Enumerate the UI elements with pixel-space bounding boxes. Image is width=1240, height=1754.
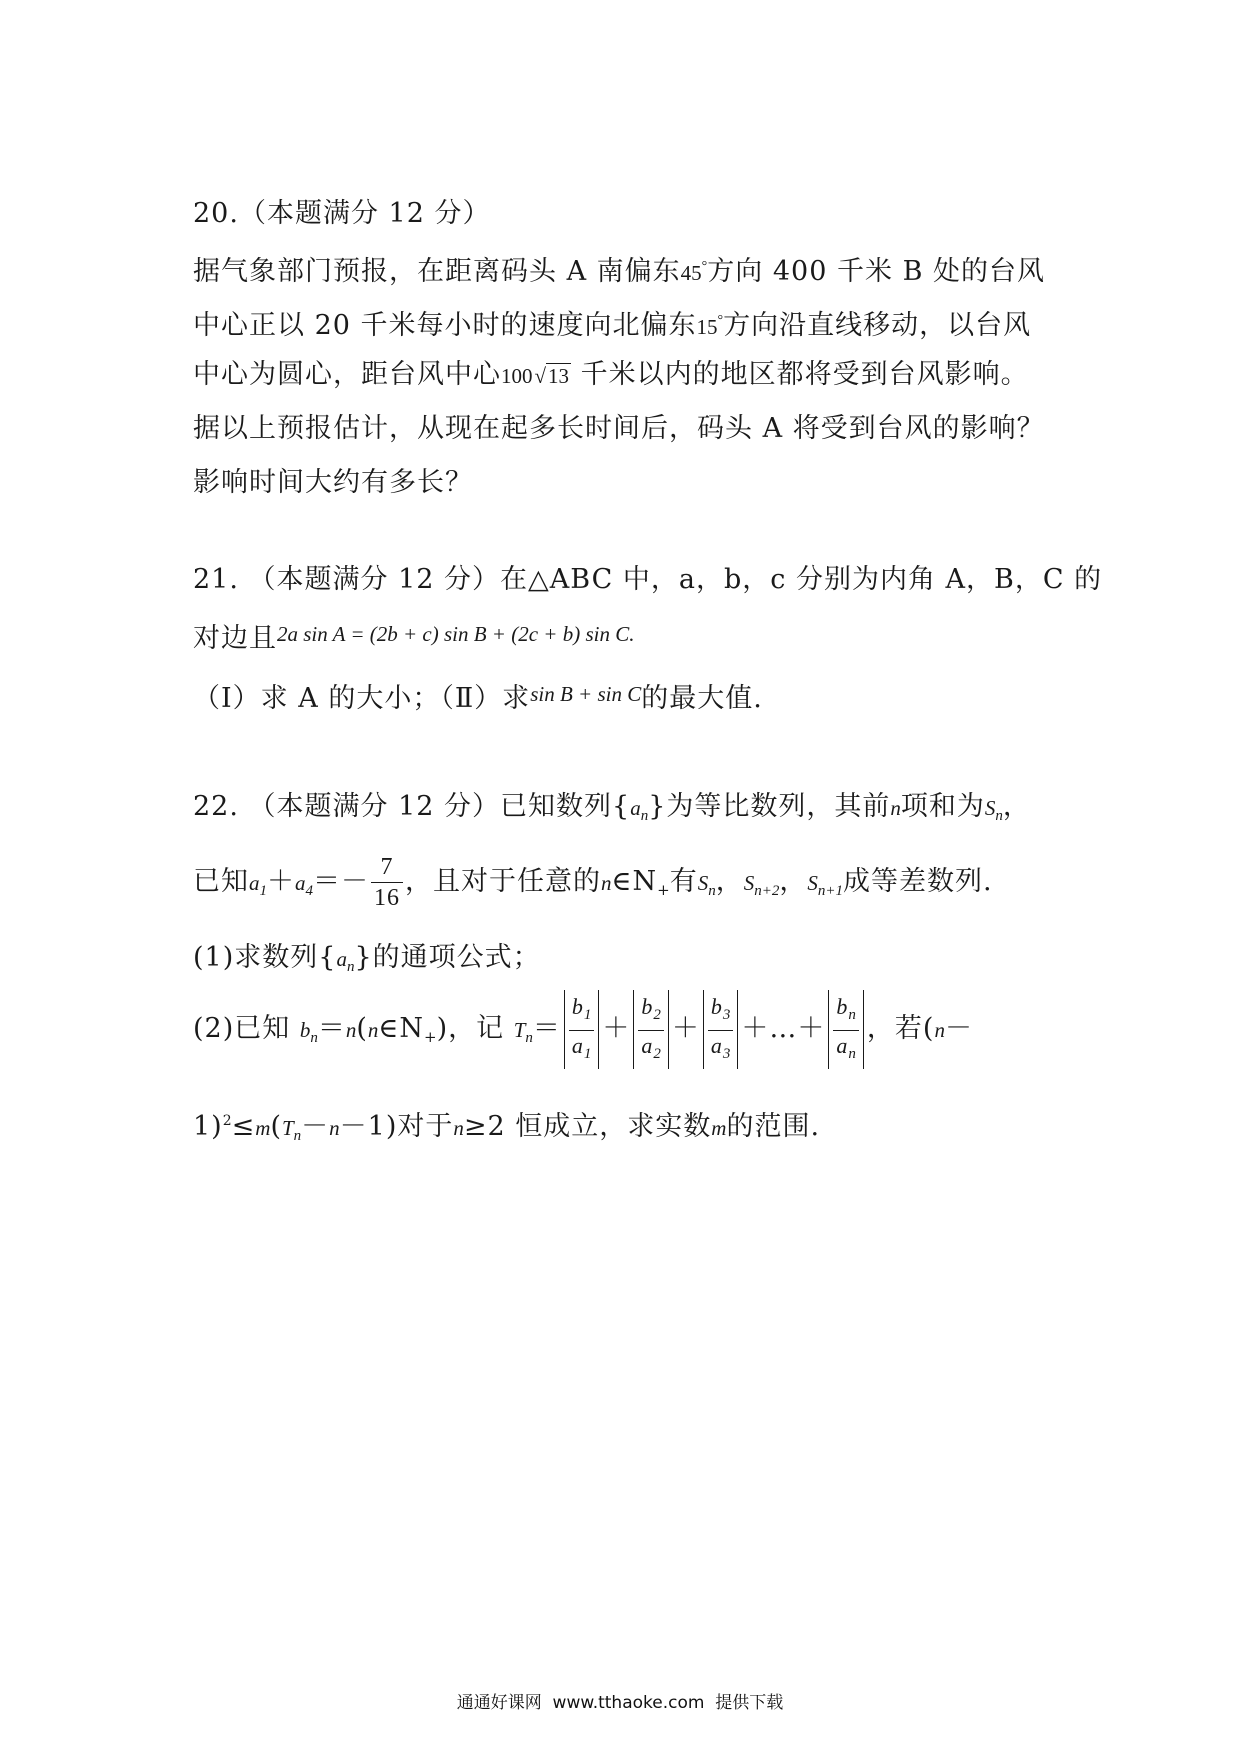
var-n: n (934, 1018, 945, 1043)
q22-text: 项和为 (900, 791, 985, 822)
var-n: n (345, 1018, 357, 1043)
q22-line-3 (193, 940, 541, 985)
sum-S-n-plus-1: $S_{n+1}$ (807, 871, 843, 899)
var-n: n (329, 1116, 340, 1140)
paren: ( (270, 1111, 282, 1142)
q21-text: 对边且 (193, 623, 277, 654)
q22-line-4 (193, 990, 973, 1076)
plus-sign: ＋ (267, 866, 295, 897)
q22-line-1 (193, 789, 1031, 834)
q22-text: }为等比数列，其前 (648, 791, 891, 822)
q20-text: 千米以内的地区都将受到台风影响。 (571, 359, 1029, 390)
var-n: n (890, 796, 901, 820)
q20-line-5 (193, 465, 473, 501)
var-n: n (367, 1018, 379, 1043)
q20-text: 方向 400 千米 B 处的台风 (707, 256, 1045, 287)
q22-text: 1) (193, 1111, 223, 1142)
q21-line-2 (193, 616, 634, 657)
separator: ， (715, 866, 744, 897)
q20-text: 中心为圆心，距台风中心 (193, 359, 501, 390)
q22-line-2 (193, 850, 993, 923)
q22-text: ，且对于任意的 (405, 866, 601, 897)
sum-S-n: $S_n$ (697, 871, 716, 899)
page-footer (0, 1688, 1240, 1713)
q21-text: 21. （本题满分 12 分）在△ABC 中，a，b，c 分别为内角 A，B，C 的 (193, 564, 1103, 595)
q20-text: 据气象部门预报，在距离码头 A 南偏东 (193, 256, 681, 287)
q20-text: 中心正以 20 千米每小时的速度向北偏东 (193, 310, 697, 341)
radius-expression: 100√13 (501, 364, 571, 388)
q22-text: ， (1002, 791, 1031, 822)
q20-line-2 (193, 303, 1031, 345)
q20-text: 据以上预报估计，从现在起多长时间后，码头 A 将受到台风的影响？ (193, 413, 1045, 444)
sum-T-n: $T_n$ (513, 1018, 533, 1047)
in-N-plus: $\in N_+$ (611, 866, 670, 899)
q22-text: 已知 (193, 866, 249, 897)
var-m: m (711, 1116, 727, 1140)
in-N-plus: $\in N_+$ (378, 1013, 437, 1047)
seq-a-n: $a_n$ (336, 947, 355, 975)
equals-sign: ＝ (317, 1013, 346, 1045)
var-n: n (453, 1116, 464, 1140)
q22-text: 成等差数列. (842, 866, 993, 897)
q22-line-5 (193, 1103, 820, 1154)
q20-line-4 (193, 411, 1045, 447)
plus-sign: ＋ (671, 1013, 700, 1045)
term-a4: $a_4$ (295, 871, 313, 899)
separator: ， (779, 866, 808, 897)
angle-45: 45° (680, 259, 708, 285)
q21-line-3 (193, 676, 763, 717)
plus-sign: ＋ (602, 1013, 631, 1045)
q22-text: 有 (669, 866, 698, 897)
q22-text: (2)已知 (193, 1013, 291, 1045)
paren: ( (356, 1013, 368, 1045)
term-a1: $a_1$ (249, 871, 267, 899)
q21-text: （Ⅰ）求 A 的大小；（Ⅱ）求 (193, 683, 531, 714)
q22-text: 的范围. (726, 1111, 821, 1142)
sum-S-n-plus-2: $S_{n+2}$ (743, 871, 780, 899)
q22-text: －1)对于 (339, 1111, 454, 1142)
q20-heading (193, 196, 490, 232)
angle-15: 15° (696, 313, 724, 339)
minus-sign: － (301, 1111, 330, 1142)
q22-text: ≥2 恒成立，求实数 (463, 1111, 712, 1142)
q22-text: 22. （本题满分 12 分）已知数列{ (193, 791, 631, 822)
seq-a-n: $a_n$ (630, 796, 649, 824)
abs-fraction-1: $\frac{b_1}{a_1}$ (564, 990, 600, 1069)
equals-sign: ＝ (532, 1013, 561, 1045)
q20-text: 影响时间大约有多长？ (193, 467, 473, 498)
q21-text: 的最大值. (641, 683, 763, 714)
q20-line-1 (193, 249, 1045, 291)
minus-sign: － (944, 1013, 973, 1045)
abs-fraction-2: $\frac{b_2}{a_2}$ (633, 990, 669, 1069)
footer-text: 通通好课网 www.tthaoke.com 提供下载 (456, 1693, 784, 1713)
plus-ellipsis: ＋…＋ (741, 1013, 826, 1045)
var-n: n (601, 871, 612, 895)
sum-S-n: $S_n$ (984, 796, 1003, 824)
q21-equation: 2a sin A = (2b + c) sin B + (2c + b) sin C. (277, 622, 635, 646)
fraction-7-16: $\frac{7}{16}$ (371, 852, 403, 913)
q22-text: ，若( (866, 1013, 935, 1045)
q20-text: 方向沿直线移动，以台风 (723, 310, 1032, 341)
abs-fraction-3: $\frac{b_3}{a_3}$ (703, 990, 739, 1069)
q21-expression: sin B + sin C (530, 682, 642, 706)
q22-text: )，记 (436, 1013, 505, 1045)
q20-heading-text: 20.（本题满分 12 分） (193, 198, 491, 229)
sum-T-n: $T_n$ (281, 1116, 302, 1144)
exponent: 2 (222, 1113, 232, 1129)
seq-b-n: $b_n$ (299, 1018, 318, 1047)
q21-line-1 (193, 562, 1102, 598)
abs-fraction-n: $\frac{b_n}{a_n}$ (828, 990, 864, 1069)
q20-line-3 (193, 357, 1029, 394)
equals-minus: ＝－ (313, 866, 369, 897)
leq-sign: ≤ (231, 1111, 256, 1142)
q22-text: (1)求数列{ (193, 942, 337, 973)
sqrt-icon: √13 (534, 364, 570, 388)
q22-text: }的通项公式； (354, 942, 541, 973)
var-m: m (255, 1116, 271, 1140)
